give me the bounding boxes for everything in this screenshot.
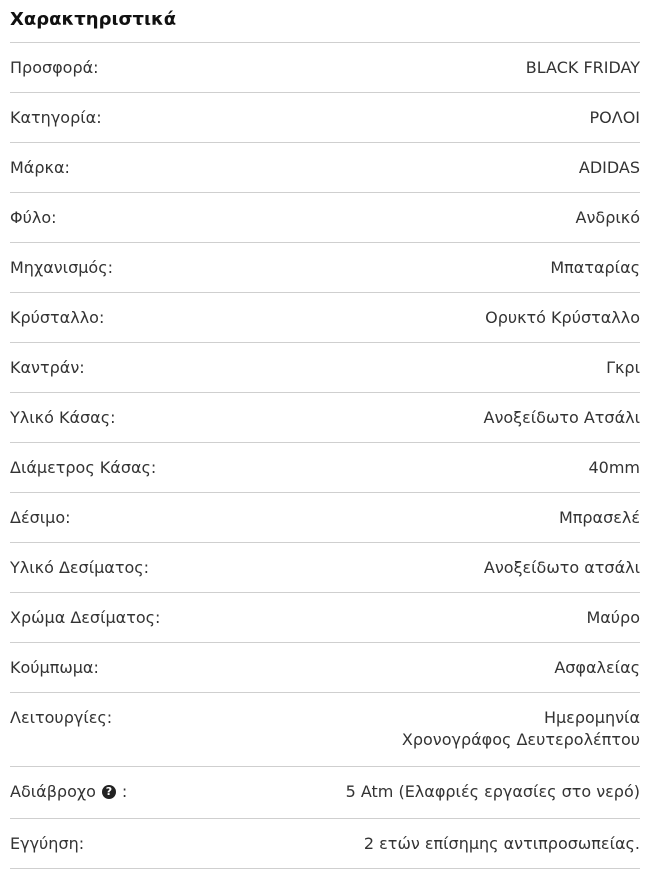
spec-row: [10, 193, 640, 243]
spec-label: Υλικό Δεσίματος:: [10, 558, 150, 577]
spec-value-line: Χρονογράφος Δευτερολέπτου: [401, 730, 640, 749]
spec-label: Κατηγορία:: [10, 108, 102, 127]
spec-row: [10, 593, 640, 643]
spec-row: [10, 143, 640, 193]
spec-label: Διάμετρος Κάσας:: [10, 458, 157, 477]
spec-label: Φύλο:: [10, 208, 57, 227]
spec-value: BLACK FRIDAY: [525, 58, 640, 77]
spec-label: Μάρκα:: [10, 158, 70, 177]
spec-row-waterproof: [10, 767, 640, 819]
spec-row: [10, 293, 640, 343]
spec-value: 5 Atm (Ελαφριές εργασίες στο νερό): [345, 782, 640, 801]
spec-value: Γκρι: [606, 358, 640, 377]
specifications-panel: [10, 0, 640, 869]
spec-label: Κούμπωμα:: [10, 658, 99, 677]
spec-value: [402, 707, 640, 751]
specifications-title: Χαρακτηριστικά: [10, 0, 640, 43]
spec-value: Ασφαλείας: [554, 658, 640, 677]
spec-value: Μαύρο: [586, 608, 640, 627]
spec-value: ADIDAS: [578, 158, 640, 177]
spec-label: [10, 781, 127, 803]
spec-value: 40mm: [588, 458, 640, 477]
spec-row: [10, 243, 640, 293]
spec-label: Δέσιμο:: [10, 508, 71, 527]
spec-row: [10, 393, 640, 443]
spec-row: [10, 93, 640, 143]
spec-label: Λειτουργίες:: [10, 708, 113, 727]
spec-value: Μπρασελέ: [558, 508, 640, 527]
question-circle-icon[interactable]: ?: [102, 785, 116, 799]
spec-label: Κρύσταλλο:: [10, 308, 105, 327]
spec-label-text: Αδιάβροχο: [10, 782, 96, 801]
spec-label: Προσφορά:: [10, 58, 99, 77]
spec-row: [10, 543, 640, 593]
spec-row: [10, 343, 640, 393]
spec-value: Μπαταρίας: [550, 258, 640, 277]
spec-row-warranty: [10, 819, 640, 869]
spec-row-functions: [10, 693, 640, 767]
spec-label-suffix: :: [121, 782, 128, 801]
spec-label: Υλικό Κάσας:: [10, 408, 116, 427]
spec-value: Ανοξείδωτο Ατσάλι: [483, 408, 640, 427]
spec-value: Ανδρικό: [575, 208, 640, 227]
spec-value-line: Ημερομηνία: [543, 708, 640, 727]
spec-label: Χρώμα Δεσίματος:: [10, 608, 161, 627]
specifications-list: [10, 43, 640, 693]
spec-value: ΡΟΛΟΙ: [589, 108, 640, 127]
spec-row: [10, 643, 640, 693]
spec-label: Καντράν:: [10, 358, 85, 377]
spec-value: 2 ετών επίσημης αντιπροσωπείας.: [363, 834, 640, 853]
spec-row: [10, 493, 640, 543]
spec-label: Εγγύηση:: [10, 834, 85, 853]
spec-row: [10, 43, 640, 93]
spec-row: [10, 443, 640, 493]
spec-label: Μηχανισμός:: [10, 258, 113, 277]
spec-value: Ορυκτό Κρύσταλλο: [485, 308, 640, 327]
spec-value: Ανοξείδωτο ατσάλι: [483, 558, 640, 577]
